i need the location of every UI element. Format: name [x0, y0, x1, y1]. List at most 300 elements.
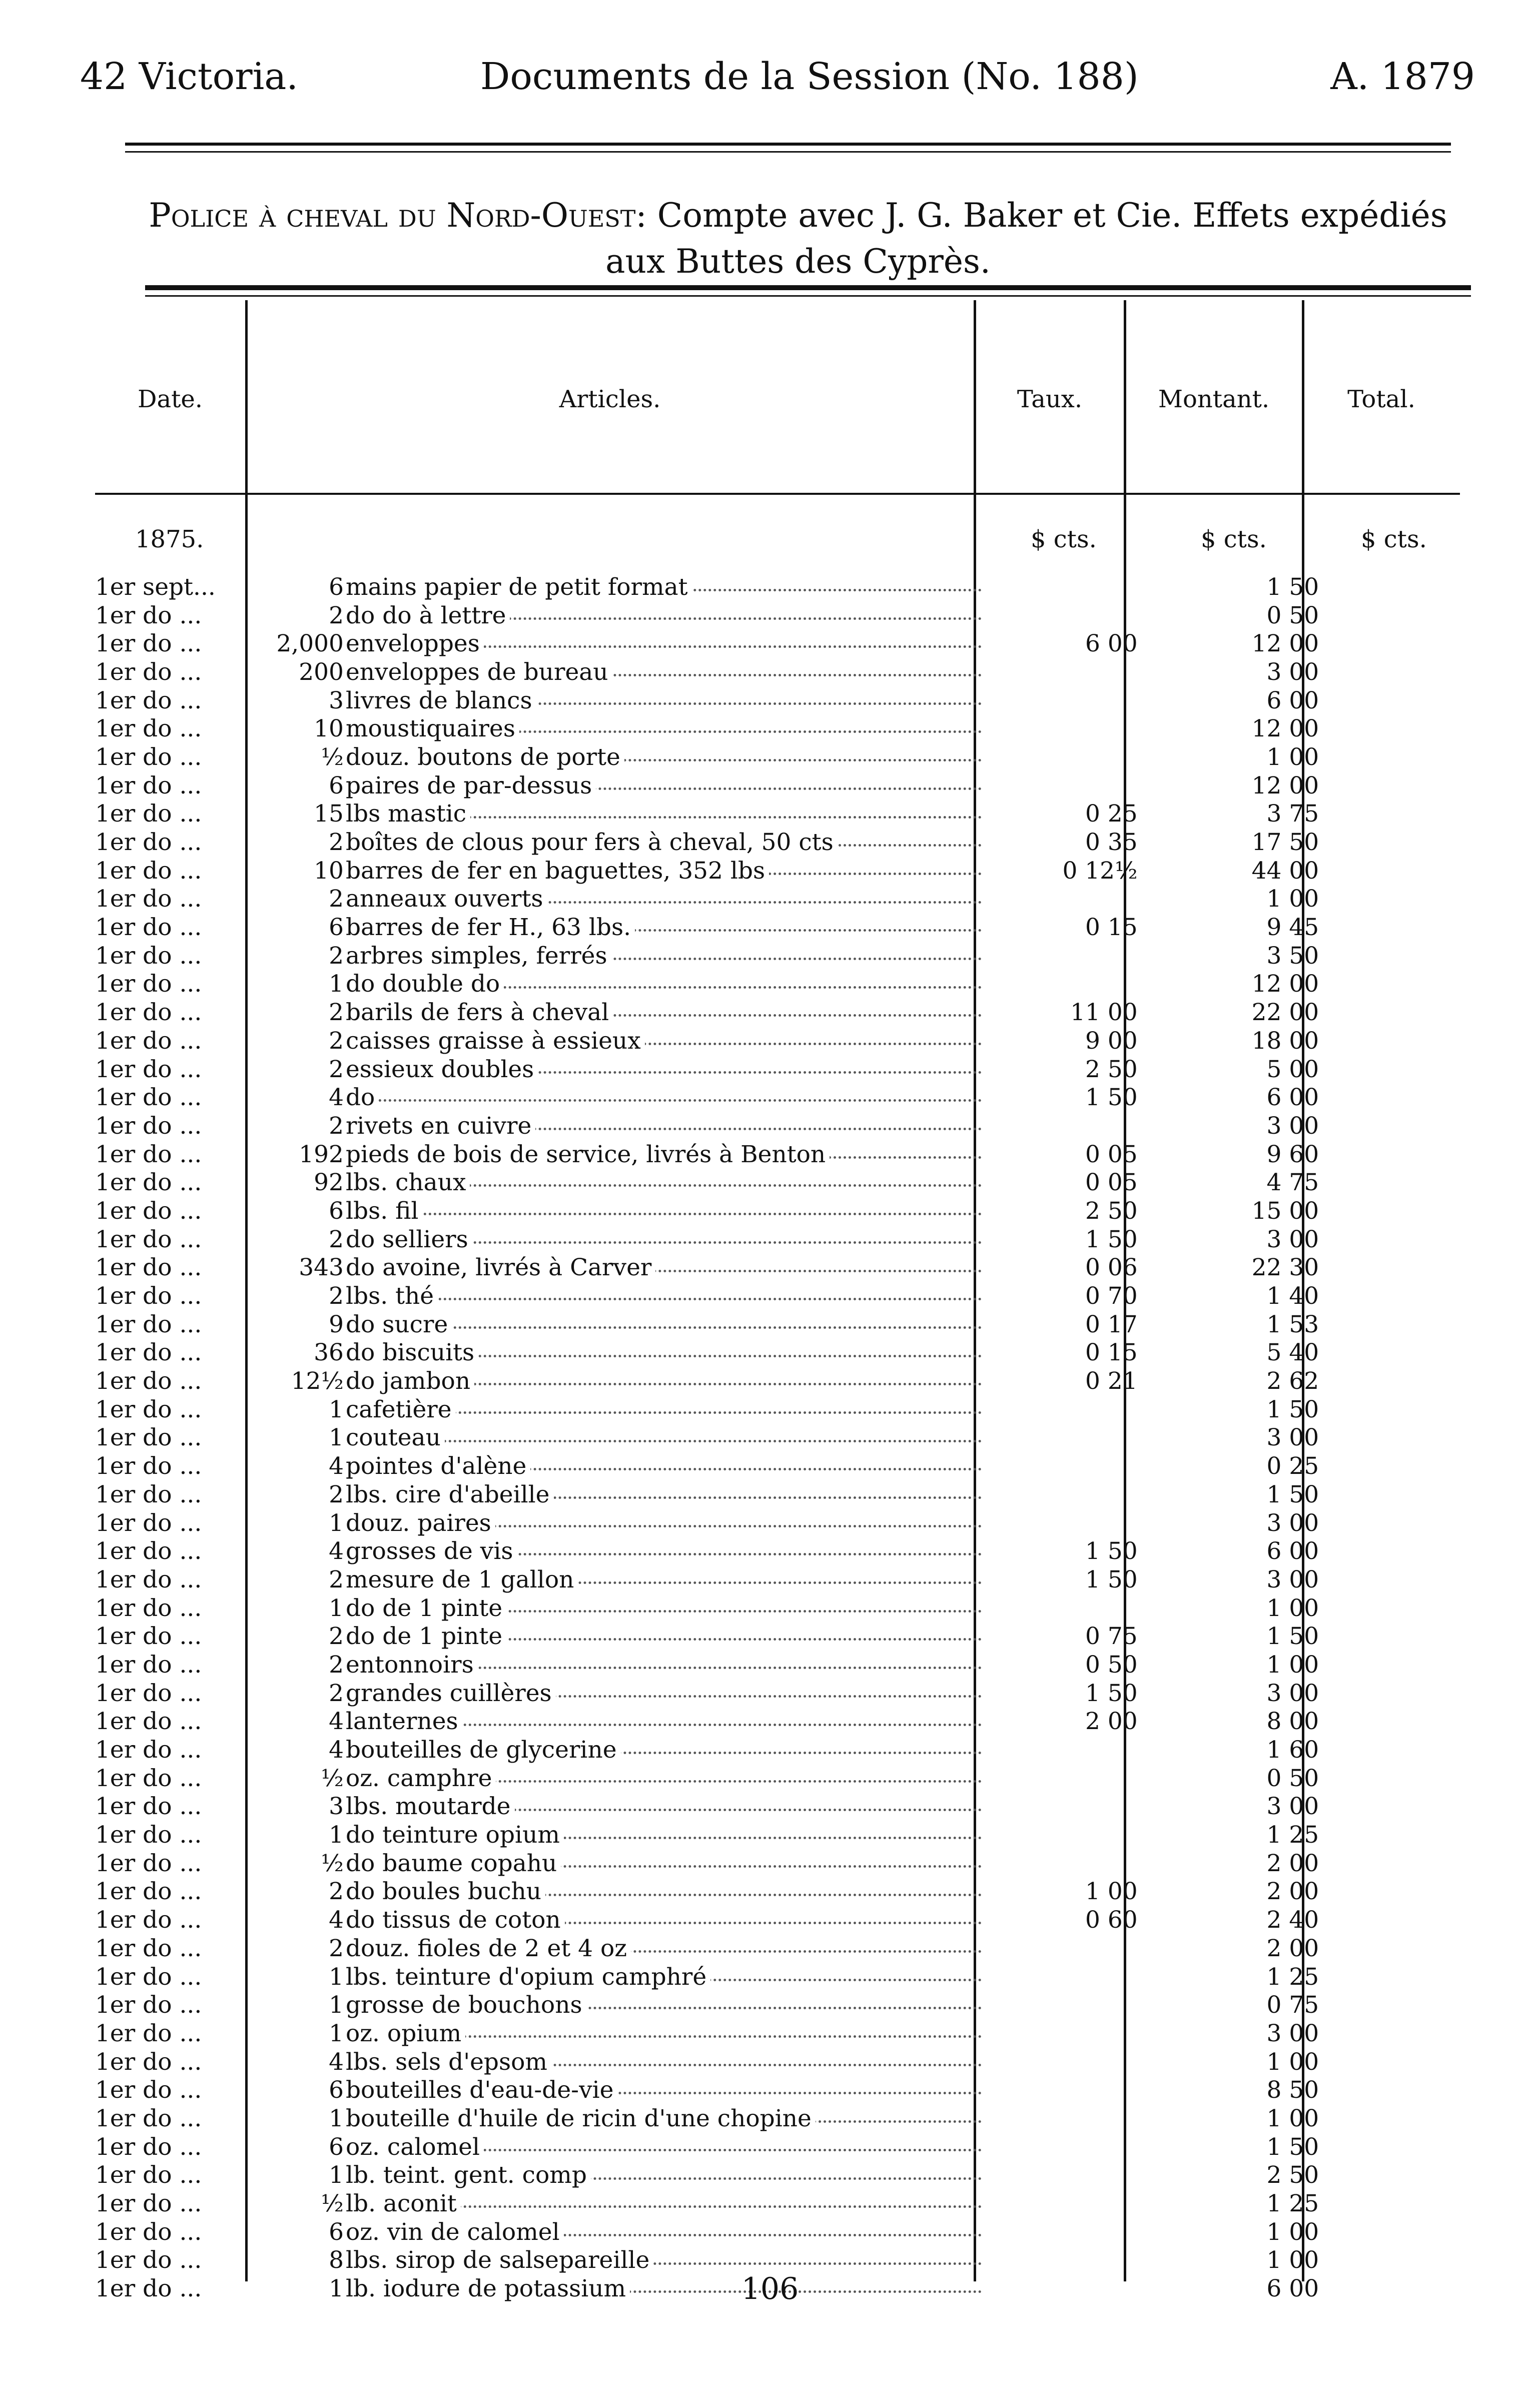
row-article-cell [344, 743, 985, 771]
row-article: entonnoirs [344, 1651, 478, 1679]
row-article: lanternes [344, 1708, 462, 1735]
row-quantity: 2 [329, 1027, 344, 1055]
row-rate [985, 2161, 1138, 2190]
row-article-cell [344, 1480, 985, 1509]
row-article: do do à lettre [344, 602, 510, 629]
row-quantity: 343 [299, 1254, 344, 1282]
row-article-cell [344, 1367, 985, 1395]
row-date: 1er do ... [95, 2076, 202, 2104]
dot-leader [344, 1099, 982, 1102]
row-rate: 0 05 [1085, 1169, 1138, 1197]
row-amount: 8 00 [1266, 1708, 1319, 1736]
table-row [95, 1112, 1479, 1140]
row-rate: 0 25 [1085, 800, 1138, 828]
row-rate [985, 1849, 1138, 1878]
row-article: bouteilles de glycerine [344, 1736, 621, 1764]
row-total [1319, 1963, 1479, 1991]
row-amount: 44 00 [1251, 857, 1319, 885]
table-row [95, 573, 1479, 601]
row-date: 1er do ... [95, 800, 202, 828]
row-article-cell [344, 1310, 985, 1339]
row-date: 1er do ... [95, 970, 202, 998]
row-quantity: 1 [329, 1424, 344, 1452]
row-amount: 8 50 [1266, 2076, 1319, 2104]
row-total [1319, 1594, 1479, 1623]
document-title [145, 193, 1451, 285]
row-quantity: 1 [329, 1821, 344, 1849]
row-article-cell [344, 1906, 985, 1934]
column-header-montant: Montant. [1158, 385, 1270, 413]
row-article: oz. camphre [344, 1765, 496, 1792]
row-quantity: 3 [329, 686, 344, 714]
row-total [1319, 800, 1479, 829]
row-amount: 2 00 [1266, 1878, 1319, 1906]
row-date: 1er do ... [95, 1537, 202, 1565]
row-article-cell [344, 857, 985, 885]
row-total [1319, 1339, 1479, 1367]
row-total [1319, 998, 1479, 1027]
row-article: paires de par-dessus [344, 772, 596, 800]
row-quantity: 200 [299, 658, 344, 686]
row-total [1319, 1140, 1479, 1169]
row-quantity: 1 [329, 2275, 344, 2303]
row-article-cell [344, 1254, 985, 1282]
row-amount: 12 00 [1251, 715, 1319, 743]
row-article: lbs. moutarde [344, 1793, 515, 1820]
row-rate [985, 970, 1138, 999]
row-total [1319, 1708, 1479, 1736]
row-quantity: 2 [329, 999, 344, 1027]
row-total [1319, 601, 1479, 630]
table-row [95, 1197, 1479, 1225]
row-amount: 3 00 [1266, 1565, 1319, 1593]
header-rule-thin [125, 151, 1451, 153]
row-total [1319, 714, 1479, 743]
table-row [95, 2076, 1479, 2104]
row-rate [985, 2019, 1138, 2048]
row-date: 1er do ... [95, 1395, 202, 1423]
row-date: 1er do ... [95, 1169, 202, 1197]
table-row [95, 771, 1479, 800]
table-row [95, 1821, 1479, 1849]
row-amount: 0 50 [1266, 601, 1319, 629]
row-rate [985, 1764, 1138, 1793]
row-article: lb. teint. gent. comp [344, 2161, 591, 2189]
row-date: 1er do ... [95, 2218, 202, 2246]
row-date: 1er do ... [95, 1623, 202, 1651]
row-date: 1er do ... [95, 1225, 202, 1253]
row-article: do double do [344, 970, 504, 998]
row-article-cell [344, 970, 985, 999]
row-date: 1er do ... [95, 1991, 202, 2019]
row-article: barres de fer H., 63 lbs. [344, 914, 635, 941]
row-article-cell [344, 714, 985, 743]
row-quantity: 2 [329, 1878, 344, 1906]
row-quantity: 2 [329, 1679, 344, 1707]
row-quantity: 92 [314, 1169, 344, 1197]
row-article-cell [344, 1793, 985, 1821]
row-article-cell [344, 601, 985, 630]
row-amount: 2 62 [1266, 1367, 1319, 1395]
table-row [95, 2161, 1479, 2190]
row-article-cell [344, 1537, 985, 1565]
row-rate [985, 2218, 1138, 2246]
row-total [1319, 1254, 1479, 1282]
row-date: 1er do ... [95, 2190, 202, 2218]
row-amount: 5 40 [1266, 1339, 1319, 1367]
table-row [95, 1764, 1479, 1793]
row-article: lbs. teinture d'opium camphré [344, 1963, 710, 1991]
row-quantity: 6 [329, 2218, 344, 2246]
row-quantity: 10 [314, 715, 344, 743]
row-article-cell [344, 1963, 985, 1991]
row-rate [985, 1821, 1138, 1849]
row-article-cell [344, 686, 985, 715]
row-amount: 1 00 [1266, 2218, 1319, 2246]
row-total [1319, 1878, 1479, 1906]
row-article-cell [344, 1821, 985, 1849]
row-article-cell [344, 1083, 985, 1112]
row-article: do boules buchu [344, 1878, 545, 1905]
table-row [95, 1452, 1479, 1480]
row-quantity: 8 [329, 2246, 344, 2274]
row-article: lbs. thé [344, 1282, 438, 1310]
row-article-cell [344, 1112, 985, 1140]
row-amount: 3 50 [1266, 942, 1319, 970]
row-quantity: ½ [321, 2190, 344, 2218]
row-amount: 2 50 [1266, 2161, 1319, 2189]
table-row [95, 1140, 1479, 1169]
row-article-cell [344, 1849, 985, 1878]
table-row [95, 1679, 1479, 1708]
row-rate [985, 2048, 1138, 2076]
table-row [95, 1991, 1479, 2019]
row-article: bouteilles d'eau-de-vie [344, 2076, 618, 2104]
row-total [1319, 1055, 1479, 1084]
row-total [1319, 1849, 1479, 1878]
row-article: do sucre [344, 1311, 452, 1338]
row-article: bouteille d'huile de ricin d'une chopine [344, 2105, 816, 2132]
row-article: arbres simples, ferrés [344, 942, 611, 970]
row-article-cell [344, 2189, 985, 2218]
table-row [95, 1424, 1479, 1452]
row-article-cell [344, 1679, 985, 1708]
row-total [1319, 1537, 1479, 1565]
row-rate [985, 658, 1138, 686]
table-row [95, 1736, 1479, 1764]
row-rate [985, 601, 1138, 630]
row-quantity: 2 [329, 601, 344, 629]
row-date: 1er do ... [95, 1565, 202, 1593]
table-row [95, 857, 1479, 885]
row-quantity: 1 [329, 2161, 344, 2189]
row-rate [985, 1452, 1138, 1480]
row-quantity: 4 [329, 1084, 344, 1112]
row-article-cell [344, 1991, 985, 2019]
row-amount: 1 40 [1266, 1282, 1319, 1310]
row-quantity: 1 [329, 1395, 344, 1423]
row-article: do baume copahu [344, 1850, 561, 1877]
row-date: 1er do ... [95, 1027, 202, 1055]
row-quantity: 4 [329, 1452, 344, 1480]
row-quantity: ½ [321, 1849, 344, 1877]
row-quantity: 6 [329, 573, 344, 601]
table-row [95, 1594, 1479, 1623]
row-date: 1er do ... [95, 1140, 202, 1168]
row-quantity: 36 [314, 1339, 344, 1367]
row-article: do selliers [344, 1226, 472, 1253]
row-rate [985, 1793, 1138, 1821]
row-amount: 3 00 [1266, 1225, 1319, 1253]
table-row [95, 658, 1479, 686]
row-article: grandes cuillères [344, 1680, 556, 1707]
row-total [1319, 857, 1479, 885]
row-total [1319, 2076, 1479, 2104]
row-total [1319, 1793, 1479, 1821]
row-article: livres de blancs [344, 687, 536, 714]
table-row [95, 2189, 1479, 2218]
row-quantity: 9 [329, 1310, 344, 1338]
row-date: 1er sept... [95, 573, 216, 601]
row-amount: 3 00 [1266, 1793, 1319, 1821]
row-total [1319, 1027, 1479, 1055]
row-rate: 0 21 [1085, 1367, 1138, 1395]
table-row [95, 714, 1479, 743]
table-row [95, 1565, 1479, 1594]
row-article-cell [344, 1622, 985, 1651]
row-amount: 4 75 [1266, 1169, 1319, 1197]
row-rate: 0 15 [1085, 1339, 1138, 1367]
row-quantity: 2 [329, 942, 344, 970]
table-row [95, 1395, 1479, 1424]
row-article: do de 1 pinte [344, 1623, 506, 1650]
row-amount: 0 50 [1266, 1764, 1319, 1792]
row-quantity: ½ [321, 743, 344, 771]
row-total [1319, 1395, 1479, 1424]
row-amount: 3 00 [1266, 1424, 1319, 1452]
row-date: 1er do ... [95, 1310, 202, 1338]
row-amount: 2 00 [1266, 1934, 1319, 1962]
row-article-cell [344, 1651, 985, 1679]
row-quantity: 2 [329, 1565, 344, 1593]
row-date: 1er do ... [95, 942, 202, 970]
row-article: do teinture opium [344, 1821, 564, 1849]
row-rate [985, 1934, 1138, 1963]
column-header-taux: Taux. [1017, 385, 1083, 413]
row-article-cell [344, 2076, 985, 2104]
header-session: 42 Victoria. [80, 55, 298, 98]
table-row [95, 2048, 1479, 2076]
unit-taux: $ cts. [1031, 525, 1097, 553]
row-quantity: 6 [329, 771, 344, 800]
row-total [1319, 2189, 1479, 2218]
table-row [95, 1310, 1479, 1339]
row-total [1319, 1452, 1479, 1480]
table-row [95, 1339, 1479, 1367]
row-total [1319, 1509, 1479, 1537]
row-rate [985, 2104, 1138, 2133]
header-rule [125, 143, 1451, 146]
row-amount: 6 00 [1266, 1537, 1319, 1565]
table-row [95, 1225, 1479, 1254]
year-label: 1875. [135, 525, 204, 553]
row-rate [985, 1480, 1138, 1509]
row-date: 1er do ... [95, 1934, 202, 1962]
row-rate [985, 1112, 1138, 1140]
table-row [95, 885, 1479, 914]
row-article-cell [344, 1424, 985, 1452]
row-article: lbs. sirop de salsepareille [344, 2246, 653, 2274]
row-total [1319, 658, 1479, 686]
row-amount: 2 00 [1266, 1849, 1319, 1877]
row-amount: 12 00 [1251, 630, 1319, 658]
row-article: douz. boutons de porte [344, 743, 624, 771]
row-amount: 12 00 [1251, 970, 1319, 998]
row-quantity: 15 [314, 800, 344, 828]
row-total [1319, 771, 1479, 800]
row-amount: 0 75 [1266, 1991, 1319, 2019]
table-row [95, 2246, 1479, 2275]
row-date: 1er do ... [95, 1906, 202, 1934]
table-row [95, 1793, 1479, 1821]
row-rate [985, 1594, 1138, 1623]
row-amount: 6 00 [1266, 2275, 1319, 2303]
row-date: 1er do ... [95, 2161, 202, 2189]
row-total [1319, 1679, 1479, 1708]
row-amount: 1 00 [1266, 885, 1319, 913]
row-rate: 0 05 [1085, 1140, 1138, 1168]
row-quantity: 1 [329, 1594, 344, 1622]
row-total [1319, 828, 1479, 857]
row-amount: 12 00 [1251, 771, 1319, 800]
table-row [95, 913, 1479, 942]
row-total [1319, 885, 1479, 914]
row-article-cell [344, 2161, 985, 2190]
row-date: 1er do ... [95, 743, 202, 771]
row-article: douz. paires [344, 1509, 495, 1537]
row-amount: 0 25 [1266, 1452, 1319, 1480]
row-quantity: 6 [329, 2076, 344, 2104]
row-total [1319, 1310, 1479, 1339]
row-date: 1er do ... [95, 1424, 202, 1452]
row-quantity: 2 [329, 1934, 344, 1962]
row-date: 1er do ... [95, 1282, 202, 1310]
row-quantity: 2 [329, 1112, 344, 1140]
table-row [95, 2019, 1479, 2048]
row-amount: 3 00 [1266, 658, 1319, 686]
row-total [1319, 913, 1479, 942]
row-amount: 1 00 [1266, 2048, 1319, 2076]
row-total [1319, 2019, 1479, 2048]
row-article-cell [344, 1594, 985, 1623]
table-row [95, 1934, 1479, 1963]
row-amount: 9 60 [1266, 1140, 1319, 1168]
row-date: 1er do ... [95, 1651, 202, 1679]
row-article: lbs mastic [344, 800, 470, 828]
row-quantity: 4 [329, 1906, 344, 1934]
row-article: do biscuits [344, 1339, 478, 1366]
row-rate: 0 06 [1085, 1254, 1138, 1282]
row-article: grosse de bouchons [344, 1991, 586, 2019]
title-rule-thin [145, 295, 1471, 297]
row-date: 1er do ... [95, 1254, 202, 1282]
row-amount: 9 45 [1266, 914, 1319, 942]
column-header-date: Date. [137, 385, 203, 413]
row-rate [985, 2189, 1138, 2218]
row-total [1319, 686, 1479, 715]
table-row [95, 1849, 1479, 1878]
table-row [95, 970, 1479, 999]
row-total [1319, 1282, 1479, 1310]
row-total [1319, 1197, 1479, 1225]
row-article: mesure de 1 gallon [344, 1566, 578, 1593]
row-rate: 6 00 [1085, 630, 1138, 658]
row-quantity: 6 [329, 1197, 344, 1225]
row-total [1319, 1367, 1479, 1395]
row-article: oz. opium [344, 2020, 465, 2047]
row-rate: 1 50 [1085, 1225, 1138, 1253]
row-quantity: 2 [329, 1055, 344, 1083]
row-article: lb. aconit [344, 2190, 461, 2217]
row-total [1319, 573, 1479, 601]
row-rate: 0 50 [1085, 1651, 1138, 1679]
row-date: 1er do ... [95, 1793, 202, 1821]
row-date: 1er do ... [95, 1679, 202, 1707]
row-rate [985, 885, 1138, 914]
row-rate: 1 50 [1085, 1084, 1138, 1112]
row-date: 1er do ... [95, 1764, 202, 1792]
row-rate: 2 50 [1085, 1197, 1138, 1225]
row-quantity: 3 [329, 1793, 344, 1821]
unit-total: $ cts. [1361, 525, 1427, 553]
row-total [1319, 1083, 1479, 1112]
row-amount: 1 25 [1266, 1821, 1319, 1849]
row-rate: 0 70 [1085, 1282, 1138, 1310]
row-rate: 2 00 [1085, 1708, 1138, 1736]
row-rate: 0 75 [1085, 1623, 1138, 1651]
running-header [0, 55, 1540, 115]
row-total [1319, 2048, 1479, 2076]
table-row [95, 1708, 1479, 1736]
row-date: 1er do ... [95, 857, 202, 885]
row-article-cell [344, 913, 985, 942]
table-row [95, 1254, 1479, 1282]
row-article-cell [344, 828, 985, 857]
row-amount: 1 25 [1266, 2190, 1319, 2218]
row-amount: 3 00 [1266, 1679, 1319, 1707]
row-rate: 1 50 [1085, 1565, 1138, 1593]
unit-montant: $ cts. [1201, 525, 1267, 553]
row-article-cell [344, 1934, 985, 1963]
row-quantity: 12½ [291, 1367, 344, 1395]
table-row [95, 2218, 1479, 2246]
row-amount: 1 50 [1266, 1623, 1319, 1651]
row-date: 1er do ... [95, 715, 202, 743]
row-amount: 15 00 [1251, 1197, 1319, 1225]
row-article-cell [344, 2019, 985, 2048]
row-article-cell [344, 800, 985, 829]
row-date: 1er do ... [95, 1339, 202, 1367]
row-amount: 3 75 [1266, 800, 1319, 828]
row-article: lbs. fil [344, 1197, 423, 1225]
row-total [1319, 1651, 1479, 1679]
row-amount: 22 30 [1251, 1254, 1319, 1282]
row-date: 1er do ... [95, 1821, 202, 1849]
dot-leader [344, 1298, 982, 1300]
row-date: 1er do ... [95, 829, 202, 857]
row-date: 1er do ... [95, 1480, 202, 1508]
row-quantity: 10 [314, 857, 344, 885]
